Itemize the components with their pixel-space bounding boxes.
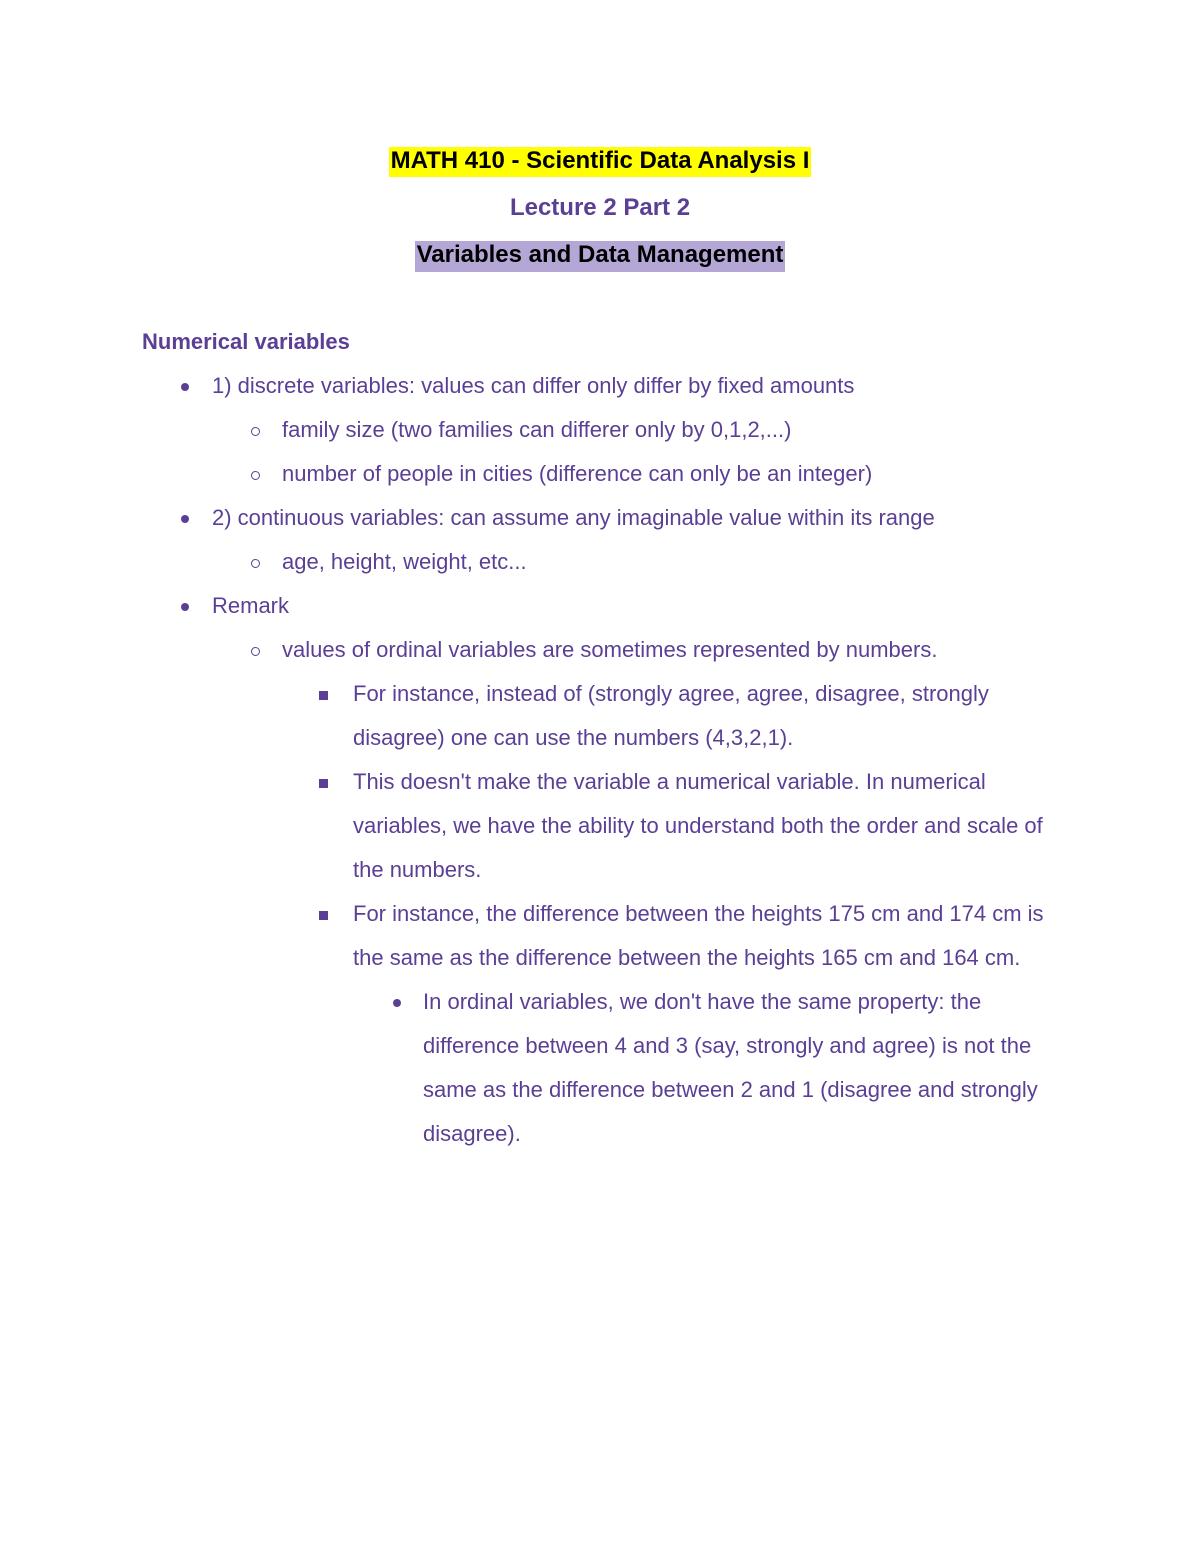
list-item-text: For instance, the difference between the heights 175 cm and 174 cm is the same as the difference between the heights 165 cm and 164 cm. bbox=[353, 901, 1044, 970]
list-item bbox=[0, 980, 1063, 1156]
sub-list bbox=[212, 408, 1072, 496]
list-item-text: 1) discrete variables: values can differ only differ by fixed amounts bbox=[212, 373, 855, 398]
list-item-text: values of ordinal variables are sometimes represented by numbers. bbox=[282, 637, 938, 662]
dot-icon bbox=[177, 584, 195, 628]
list-item-text: number of people in cities (difference can only be an integer) bbox=[282, 461, 873, 486]
list-item-text: family size (two families can differer only by 0,1,2,...) bbox=[282, 417, 792, 442]
list-item-text: 2) continuous variables: can assume any imaginable value within its range bbox=[212, 505, 935, 530]
section-heading: Numerical variables bbox=[142, 329, 350, 354]
list-item-text: For instance, instead of (strongly agree, agree, disagree, strongly disagree) one can use the numbers (4,3,2,1). bbox=[353, 681, 989, 750]
square-icon bbox=[316, 760, 334, 804]
list-item bbox=[0, 672, 1073, 760]
circle-icon bbox=[248, 452, 266, 496]
list-item bbox=[0, 496, 1072, 584]
list-item bbox=[0, 628, 1072, 1156]
square-icon bbox=[316, 672, 334, 716]
list-item bbox=[0, 364, 1072, 496]
list-item-text: In ordinal variables, we don't have the same property: the difference between 4 and 3 (say, strongly and agree) is not the same as the difference between 2 and 1 (disagree and strongly disagree). bbox=[423, 989, 1038, 1146]
lecture-title: Lecture 2 Part 2 bbox=[509, 194, 691, 221]
topic-title: Variables and Data Management bbox=[415, 241, 786, 272]
list-item bbox=[0, 540, 1072, 584]
square-icon bbox=[316, 892, 334, 936]
sub-list bbox=[282, 672, 1072, 1156]
circle-icon bbox=[248, 540, 266, 584]
dot-icon bbox=[177, 496, 195, 540]
bullet-list bbox=[0, 364, 1200, 1156]
list-item-text: This doesn't make the variable a numerical variable. In numerical variables, we have the ability to understand both the order and scale of the numbers. bbox=[353, 769, 1043, 882]
sub-list bbox=[212, 628, 1072, 1156]
list-item bbox=[0, 452, 1072, 496]
list-item bbox=[0, 892, 1073, 1156]
sub-list bbox=[353, 980, 1073, 1156]
dot-icon bbox=[389, 980, 407, 1024]
circle-icon bbox=[248, 628, 266, 672]
list-item bbox=[0, 408, 1072, 452]
title-block bbox=[0, 137, 1200, 278]
list-item bbox=[0, 584, 1072, 1156]
course-title: MATH 410 - Scientific Data Analysis I bbox=[389, 147, 812, 177]
circle-icon bbox=[248, 408, 266, 452]
list-item-text: age, height, weight, etc... bbox=[282, 549, 527, 574]
list-item bbox=[0, 760, 1073, 892]
sub-list bbox=[212, 540, 1072, 584]
list-item-text: Remark bbox=[212, 593, 290, 618]
dot-icon bbox=[177, 364, 195, 408]
